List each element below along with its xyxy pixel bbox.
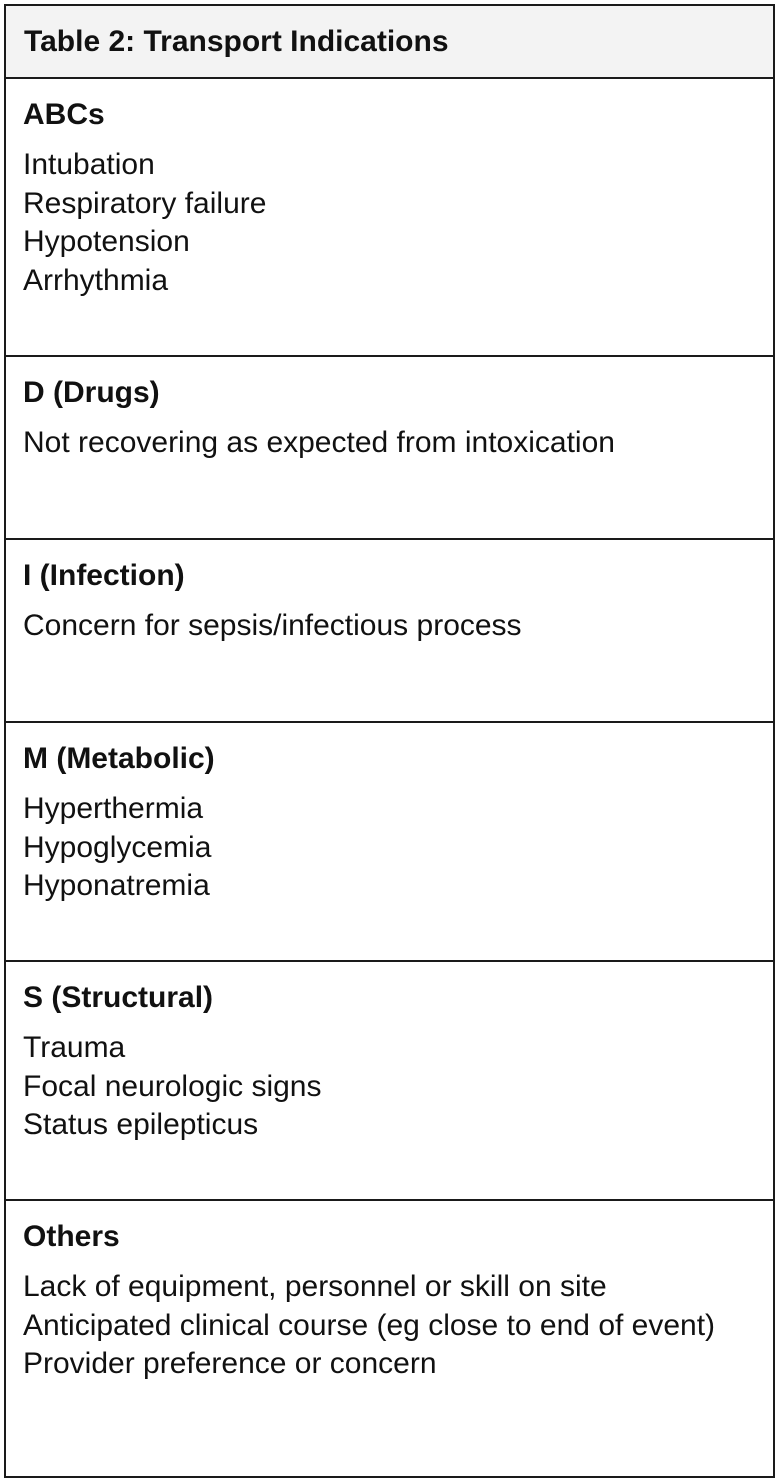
item-list bbox=[23, 424, 757, 463]
section-heading: Others bbox=[23, 1220, 120, 1253]
list-item: Hyperthermia bbox=[23, 792, 204, 825]
list-item: Concern for sepsis/infectious process bbox=[23, 609, 522, 642]
list-item: Focal neurologic signs bbox=[23, 1069, 322, 1103]
section-drugs bbox=[6, 357, 773, 540]
item-list bbox=[23, 146, 757, 300]
table-title: Table 2: Transport Indications bbox=[6, 6, 773, 79]
section-heading: S (Structural) bbox=[23, 981, 214, 1014]
section-structural bbox=[6, 962, 773, 1201]
list-item: Respiratory failure bbox=[23, 186, 267, 220]
list-item: Hyponatremia bbox=[23, 869, 210, 902]
list-item: Lack of equipment, personnel or skill on site bbox=[23, 1270, 607, 1303]
item-list bbox=[23, 1029, 757, 1145]
list-item: Anticipated clinical course (eg close to end of event) bbox=[23, 1308, 716, 1342]
list-item: Intubation bbox=[23, 148, 155, 181]
list-item: Hypotension bbox=[23, 225, 190, 258]
transport-indications-table bbox=[4, 4, 775, 1478]
section-heading: D (Drugs) bbox=[23, 376, 160, 409]
list-item: Trauma bbox=[23, 1031, 126, 1064]
item-list bbox=[23, 607, 757, 646]
item-list bbox=[23, 1268, 757, 1384]
list-item: Hypoglycemia bbox=[23, 830, 212, 864]
section-metabolic bbox=[6, 723, 773, 962]
item-list bbox=[23, 790, 757, 906]
section-heading: I (Infection) bbox=[23, 559, 185, 592]
section-infection bbox=[6, 540, 773, 723]
list-item: Not recovering as expected from intoxication bbox=[23, 426, 615, 459]
list-item: Arrhythmia bbox=[23, 263, 169, 297]
section-heading: M (Metabolic) bbox=[23, 742, 215, 775]
section-abcs bbox=[6, 79, 773, 357]
section-heading: ABCs bbox=[23, 98, 105, 131]
list-item: Status epilepticus bbox=[23, 1108, 259, 1141]
list-item: Provider preference or concern bbox=[23, 1347, 437, 1380]
section-others bbox=[6, 1201, 773, 1476]
